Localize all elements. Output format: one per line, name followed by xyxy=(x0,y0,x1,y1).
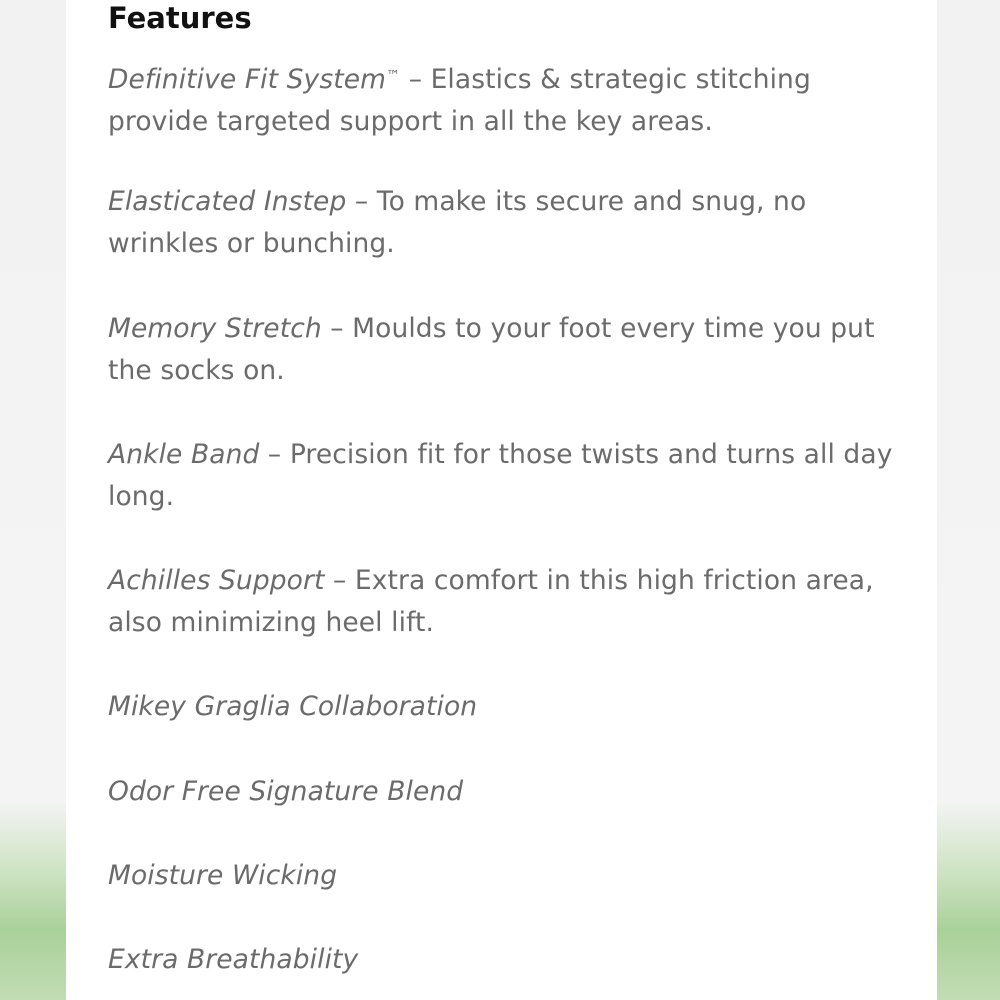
feature-name: Odor Free Signature Blend xyxy=(108,776,464,807)
background-right xyxy=(937,0,1000,1000)
feature-name: Mikey Graglia Collaboration xyxy=(108,691,478,722)
feature-description: Extra comfort in this high friction area, also minimizing heel lift. xyxy=(108,565,874,638)
feature-name: Ankle Band xyxy=(108,439,260,470)
feature-name: Extra Breathability xyxy=(108,944,359,975)
feature-name: Elasticated Instep xyxy=(108,186,347,217)
feature-description: Precision fit for those twists and turns all day long. xyxy=(108,439,893,512)
feature-item xyxy=(108,55,898,143)
feature-item xyxy=(108,771,898,813)
feature-name: Moisture Wicking xyxy=(108,860,338,891)
feature-item xyxy=(108,939,898,981)
feature-description: Elastics & strategic stitching provide targeted support in all the key areas. xyxy=(108,64,811,137)
background-left xyxy=(0,0,66,1000)
feature-item xyxy=(108,434,898,518)
feature-item xyxy=(108,560,898,644)
feature-item xyxy=(108,181,898,265)
feature-item xyxy=(108,308,898,392)
feature-description: Moulds to your foot every time you put the socks on. xyxy=(108,313,875,386)
feature-item xyxy=(108,686,898,728)
feature-name: Achilles Support xyxy=(108,565,325,596)
feature-separator: – xyxy=(259,439,290,470)
trademark-mark: ™ xyxy=(386,68,401,84)
feature-separator: – xyxy=(400,64,431,95)
feature-separator: – xyxy=(346,186,377,217)
feature-item xyxy=(108,855,898,897)
features-card xyxy=(66,0,937,1000)
feature-separator: – xyxy=(324,565,355,596)
features-heading: Features xyxy=(108,1,252,35)
feature-description: To make its secure and snug, no wrinkles or bunching. xyxy=(108,186,807,259)
feature-separator: – xyxy=(321,313,353,344)
feature-name: Definitive Fit System xyxy=(108,64,387,95)
feature-name: Memory Stretch xyxy=(108,313,322,344)
